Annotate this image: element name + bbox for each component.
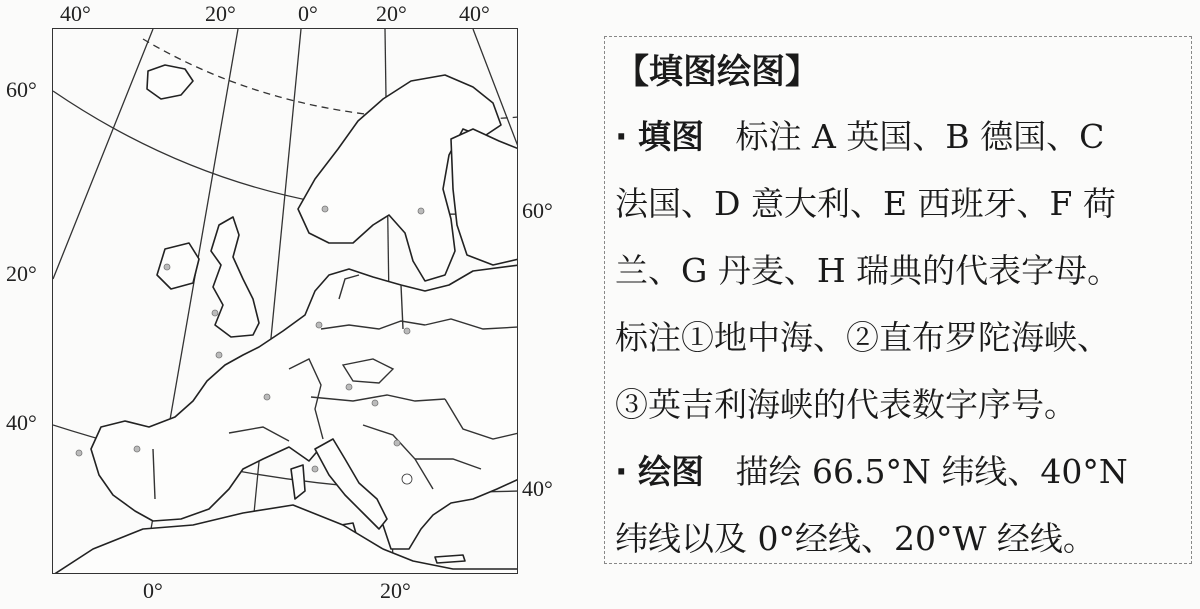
dot-madrid — [134, 446, 140, 452]
fill-bullet: · — [615, 117, 628, 156]
dot-stockholm — [418, 208, 424, 214]
dot-rome — [312, 466, 318, 472]
fill-line-4: 标注①地中海、②直布罗陀海峡、 — [615, 318, 1110, 357]
great-britain-shape — [211, 217, 259, 337]
left-label-40: 40° — [6, 410, 37, 435]
fill-line-1: 标注 A 英国、B 德国、C — [735, 117, 1105, 156]
finland-shape — [451, 129, 518, 265]
dot-lisbon — [76, 450, 82, 456]
dot-bern — [264, 394, 270, 400]
dot-paris — [216, 352, 222, 358]
crete-shape — [435, 555, 465, 563]
iceland-shape — [147, 65, 193, 99]
dot-london — [212, 310, 218, 316]
panel-title: 【填图绘图】 — [615, 52, 819, 92]
dot-warsaw — [404, 328, 410, 334]
corsica-sardinia-shape — [291, 465, 305, 499]
bottom-label-20e: 20° — [380, 578, 411, 603]
top-label-0: 0° — [298, 1, 318, 26]
europe-map-drawing — [53, 29, 518, 574]
dot-oslo — [322, 206, 328, 212]
top-label-20e: 20° — [376, 1, 407, 26]
dot-vienna — [346, 384, 352, 390]
draw-instructions — [615, 438, 1181, 572]
draw-line-2: 纬线以及 0°经线、20°W 经线。 — [615, 519, 1096, 558]
dot-belgrade — [394, 440, 400, 446]
ireland-shape — [157, 243, 199, 289]
north-africa-shape — [53, 505, 518, 574]
right-label-40: 40° — [522, 476, 553, 501]
dot-athens-marker — [402, 474, 412, 484]
draw-line-1: 描绘 66.5°N 纬线、40°N — [735, 452, 1128, 491]
europe-map — [52, 28, 518, 574]
top-label-20w: 20° — [205, 1, 236, 26]
fill-instructions — [615, 103, 1181, 438]
dot-dublin — [164, 264, 170, 270]
bottom-label-0: 0° — [143, 578, 163, 603]
continental-europe-shape — [91, 265, 518, 549]
draw-bullet: · — [615, 452, 628, 491]
fill-line-5: ③英吉利海峡的代表数字序号。 — [615, 385, 1077, 424]
fill-heading: 填图 — [638, 117, 705, 156]
instruction-panel — [604, 36, 1192, 564]
left-label-20: 20° — [6, 261, 37, 286]
meridian-40w — [53, 29, 153, 279]
dot-berlin-area — [316, 322, 322, 328]
fill-line-2: 法国、D 意大利、E 西班牙、F 荷 — [615, 184, 1116, 223]
dot-budapest — [372, 400, 378, 406]
fill-line-3: 兰、G 丹麦、H 瑞典的代表字母。 — [615, 251, 1121, 290]
top-label-40e: 40° — [459, 1, 490, 26]
draw-heading: 绘图 — [638, 452, 705, 491]
meridian-0 — [248, 29, 301, 574]
left-label-60: 60° — [6, 77, 37, 102]
right-label-60: 60° — [522, 198, 553, 223]
top-label-40w: 40° — [60, 1, 91, 26]
